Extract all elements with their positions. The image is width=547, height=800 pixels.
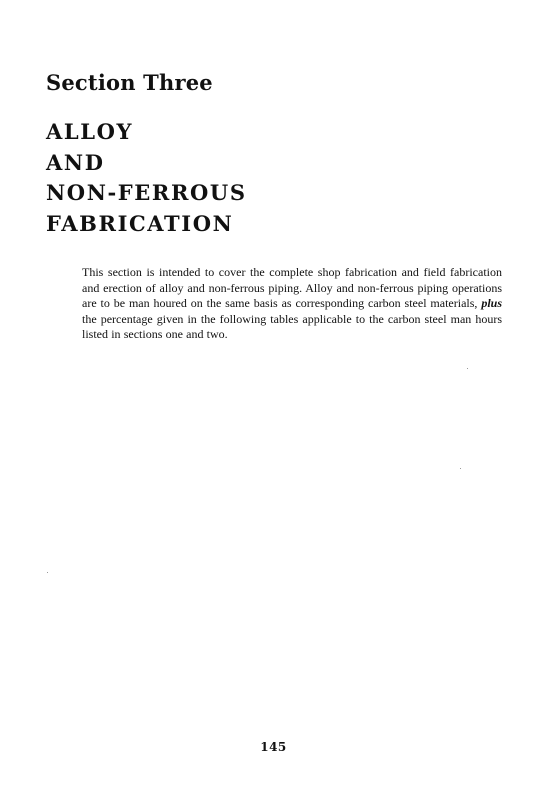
section-label: Section Three	[46, 70, 213, 95]
chapter-title-line-4: FABRICATION	[46, 210, 234, 236]
chapter-title-line-3: NON-FERROUS	[46, 180, 247, 205]
scan-speck	[467, 368, 468, 369]
chapter-title-line-2: AND	[46, 149, 105, 175]
chapter-title	[46, 117, 506, 239]
page-number: 145	[260, 740, 287, 754]
chapter-title-line-1: ALLOY	[46, 119, 134, 144]
intro-text-before-emphasis: This section is intended to cover the complete shop fabrication and field fabrication and erection of alloy and non-ferrous piping. Alloy and non-ferrous piping operations are to be man houred on the same basis as corresponding carbon steel materials,	[82, 265, 502, 311]
scan-speck	[47, 572, 48, 573]
intro-emphasis: plus	[481, 296, 502, 311]
intro-text-after-emphasis: the percentage given in the following tables applicable to the carbon steel man hours listed in sections one and two.	[82, 311, 502, 342]
scan-speck	[460, 468, 461, 469]
intro-paragraph	[82, 265, 502, 343]
